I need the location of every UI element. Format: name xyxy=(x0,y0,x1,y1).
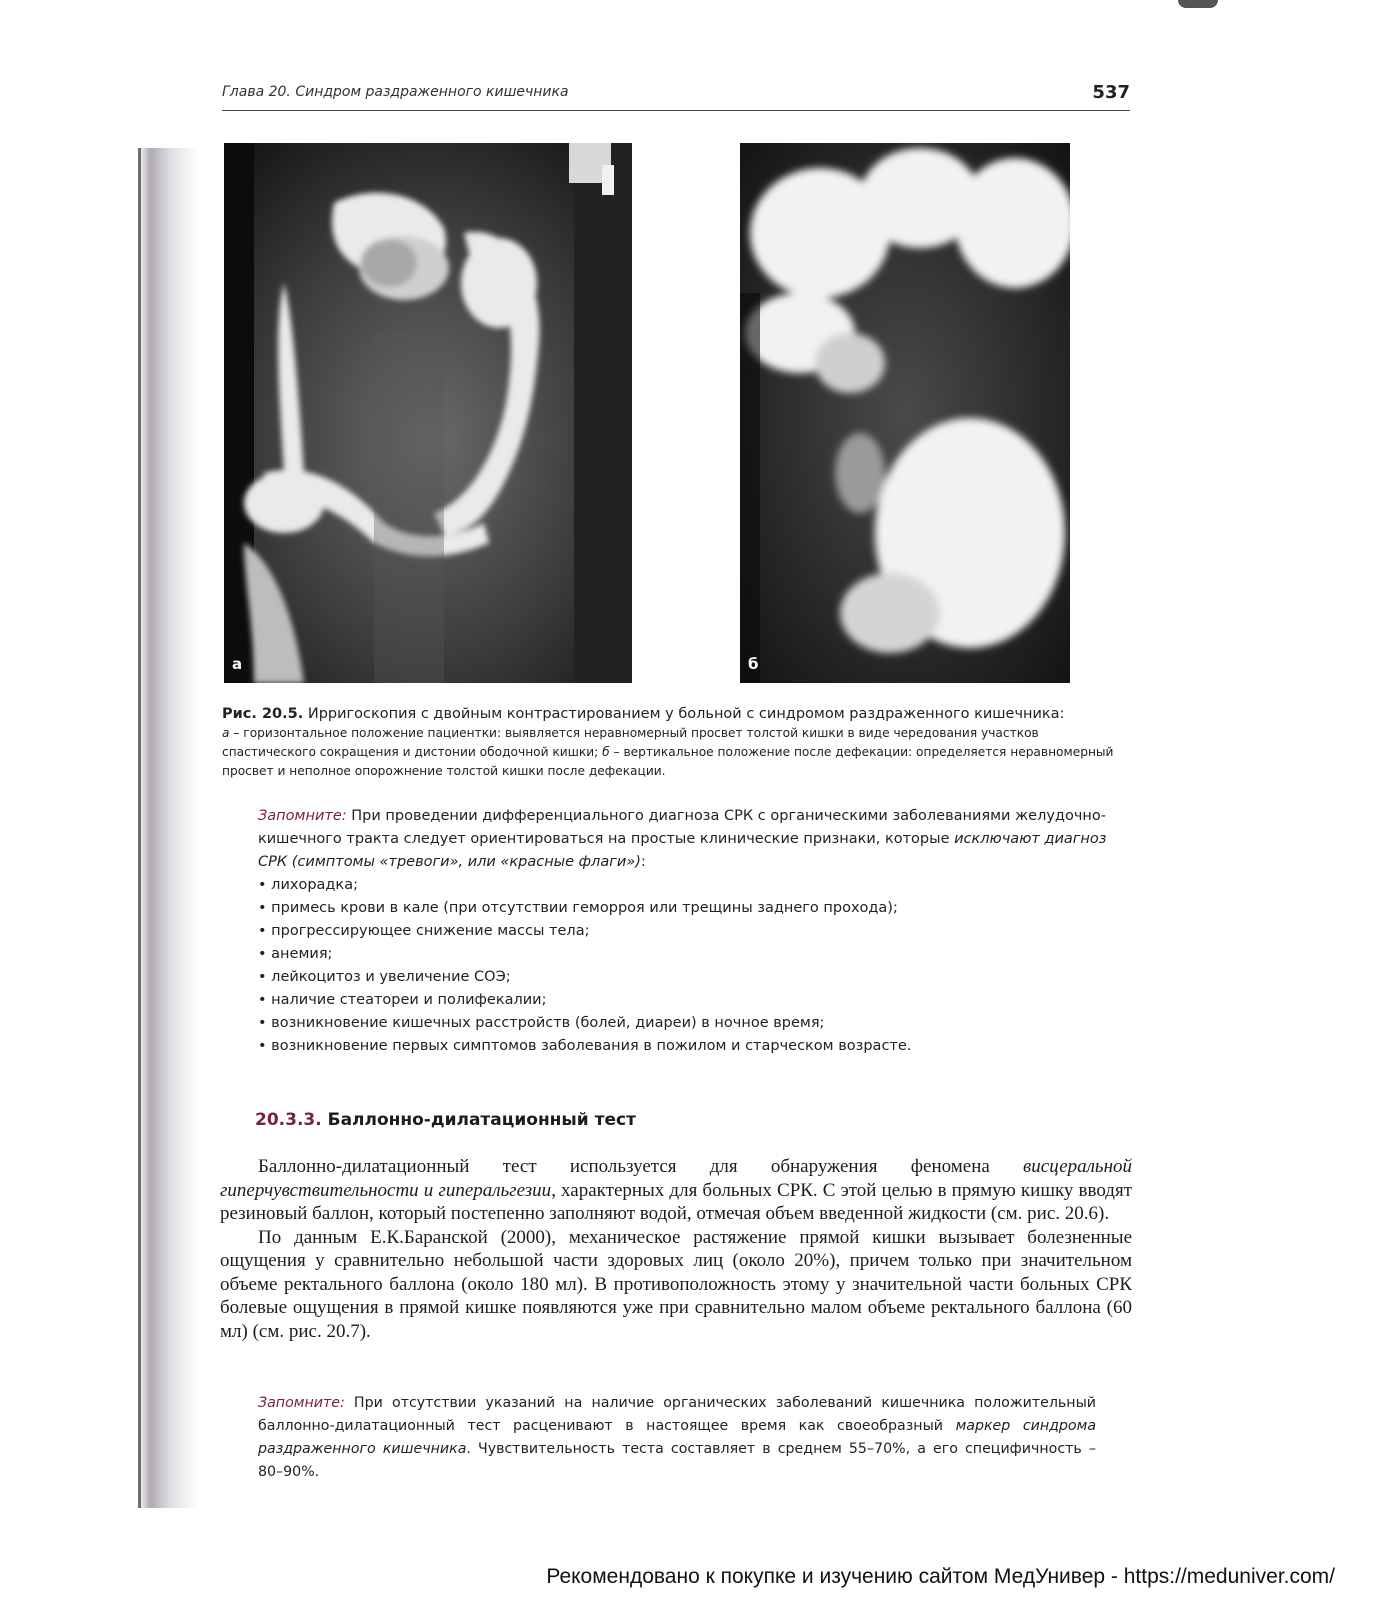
xray-image-a xyxy=(224,143,632,683)
note2-italic: маркер синдрома раздраженного кишечника xyxy=(258,1418,1097,1457)
panel-label-b: б xyxy=(748,655,759,673)
xray-a-graphic xyxy=(224,143,632,683)
page-header xyxy=(222,80,1130,111)
p1-text-a: Баллонно-дилатационный тест используется для обнаружения феномена xyxy=(258,1156,1024,1177)
running-head: Глава 20. Синдром раздраженного кишечника xyxy=(222,84,569,100)
list-item: • примесь крови в кале (при отсутствии геморроя или трещины заднего прохода); xyxy=(258,897,1108,920)
paragraph-1 xyxy=(220,1155,1132,1226)
page-number: 537 xyxy=(1092,82,1130,103)
figure-title: Ирригоскопия с двойным контрастированием у больной с синдромом раздраженного кишечника: xyxy=(303,706,1065,722)
remember-note-1 xyxy=(258,805,1108,1058)
section-heading xyxy=(255,1110,636,1130)
note2-label: Запомните: xyxy=(258,1395,345,1411)
note1-label: Запомните: xyxy=(258,808,347,824)
section-number: 20.3.3. xyxy=(255,1110,322,1130)
paragraph-2: По данным Е.К.Баранской (2000), механическое растяжение прямой кишки вызывает болезненные ощущения у сравнительно небольшой части здоровых лиц (около 20%), причем только при значительном объеме ректального баллона (около 180 мл). В противоположность этому у значительной части больных СРК болевые ощущения в прямой кишке появляются уже при сравнительно малом объеме ректального баллона (60 мл) (см. рис. 20.7). xyxy=(220,1226,1132,1342)
note1-colon: : xyxy=(640,854,646,870)
scan-corner-mark xyxy=(1178,0,1218,8)
caption-text-a: – горизонтальное положение пациентки: выявляется неравномерный просвет толстой кишки в виде чередования участков спастического сокращения и дистонии ободочной кишки; xyxy=(222,726,1039,759)
caption-text-b: – вертикальное положение после дефекации: определяется неравномерный просвет и неполное опорожнение толстой кишки после дефекации. xyxy=(222,745,1114,778)
list-item: • наличие стеатореи и полифекалии; xyxy=(258,989,1108,1012)
note1-text: При проведении дифференциального диагноза СРК с органическими заболеваниями желудочно-кишечного тракта следует ориентироваться на простые клинические признаки, которые xyxy=(258,808,1106,847)
section-title: Баллонно-дилатационный тест xyxy=(321,1110,636,1130)
binding-shadow xyxy=(138,148,198,1508)
caption-marker-a: а xyxy=(222,726,230,740)
remember-note-2 xyxy=(258,1392,1096,1484)
list-item: • прогрессирующее снижение массы тела; xyxy=(258,920,1108,943)
list-item: • лейкоцитоз и увеличение СОЭ; xyxy=(258,966,1108,989)
p1-italic: висцеральной гиперчувствительности и гиперальгезии xyxy=(220,1156,1132,1201)
p1-text-b: , характерных для больных СРК. С этой целью в прямую кишку вводят резиновый баллон, который постепенно заполняют водой, отмечая объем введенной жидкости (см. рис. 20.6). xyxy=(220,1179,1132,1224)
note2-text-a: При отсутствии указаний на наличие органических заболеваний кишечника положительный баллонно-дилатационный тест расценивают в настоящее время как своеобразный xyxy=(258,1395,1096,1434)
xray-image-b xyxy=(740,143,1070,683)
panel-label-a: а xyxy=(232,655,243,673)
caption-marker-b: б xyxy=(602,745,610,759)
list-item: • лихорадка; xyxy=(258,874,1108,897)
footer-watermark-text: Рекомендовано к покупке и изучению сайтом МедУнивер - https://meduniver.com/ xyxy=(546,1565,1335,1588)
list-item: • анемия; xyxy=(258,943,1108,966)
figure-caption xyxy=(222,705,1132,781)
list-item: • возникновение кишечных расстройств (болей, диареи) в ночное время; xyxy=(258,1012,1108,1035)
list-item: • возникновение первых симптомов заболевания в пожилом и старческом возрасте. xyxy=(258,1035,1108,1058)
xray-b-graphic xyxy=(740,143,1070,683)
note2-text-b: . Чувствительность теста составляет в среднем 55–70%, а его специфичность – 80–90%. xyxy=(258,1441,1096,1480)
red-flags-list xyxy=(258,874,1108,1058)
note1-italic: исключают диагноз СРК (симптомы «тревоги», или «красные флаги») xyxy=(258,831,1107,870)
binding-edge xyxy=(138,148,141,1508)
body-text xyxy=(220,1155,1132,1343)
figure-label: Рис. 20.5. xyxy=(222,706,304,722)
